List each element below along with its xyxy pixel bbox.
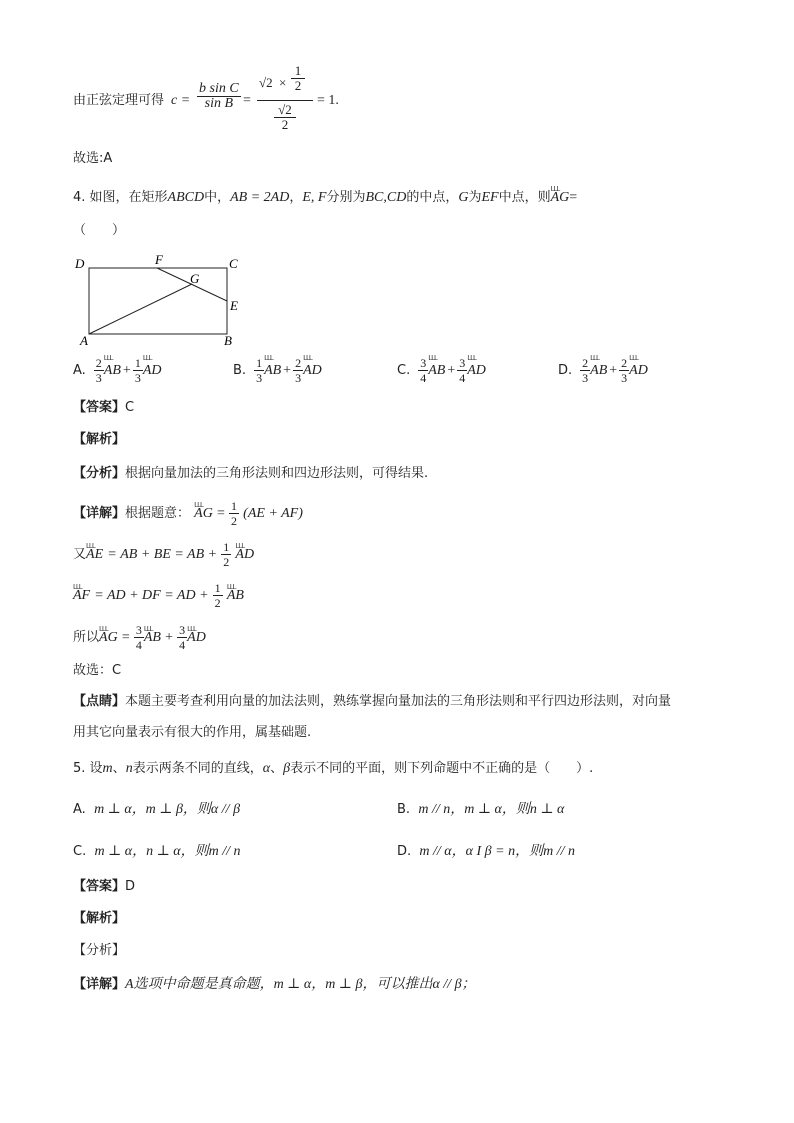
l2-hn: 1: [223, 540, 230, 554]
q5-analysis-tag: 【解析】: [73, 911, 126, 926]
opt-vec-ab: ꓡꓡꓡ AB: [264, 363, 281, 379]
l4-d2: 4: [179, 638, 186, 652]
q4-cond: AB = 2AD: [230, 190, 290, 205]
l1-half-n: 1: [231, 499, 238, 513]
q5-answer-value: D: [125, 879, 136, 894]
opt-n2: 2: [295, 356, 302, 370]
dianjing-tag: 【点睛】: [73, 694, 126, 709]
opt-frac1: [254, 356, 264, 385]
equals-sign: =: [243, 93, 251, 108]
q4-choose: 故选：C: [73, 663, 122, 678]
c-eq: c =: [171, 93, 191, 108]
opt-label: B.: [233, 363, 247, 378]
q5-n: n: [125, 761, 133, 776]
opt-n1: 2: [582, 356, 589, 370]
opt-frac2: [133, 356, 143, 385]
dianjing-text-1: 本题主要考查利用向量的加法法则，熟练掌握向量加法的三角形法则和平行四边形法则，对向量: [125, 694, 672, 709]
frac-den: sin B: [204, 96, 234, 111]
q5-option-a: [73, 801, 240, 819]
q5-opt-a-text: m ⊥ α，m ⊥ β，则α // β: [94, 802, 241, 817]
l1-paren: (AE + AF): [243, 506, 303, 521]
opt-plus: +: [447, 362, 456, 378]
l4-frac1: [134, 623, 144, 652]
q5-opt-c-text: m ⊥ α，n ⊥ α，则m // n: [94, 844, 241, 859]
q5-alpha: α: [262, 761, 271, 776]
opt-label: D.: [558, 363, 573, 378]
xiangjie-tag: 【详解】: [73, 506, 126, 521]
answer-value: C: [125, 400, 135, 415]
opt-d2: 3: [621, 371, 628, 385]
q5-fenxi: 【分析】: [73, 943, 126, 958]
l4-n2: 3: [179, 623, 186, 637]
opt-frac1: [418, 356, 428, 385]
opt-plus: +: [283, 362, 292, 378]
opt-plus: +: [609, 362, 618, 378]
q4-xiangjie: [73, 499, 303, 528]
q4-mid2: 中点，则: [498, 190, 551, 205]
label-F: F: [155, 253, 163, 267]
opt-n2: 2: [621, 356, 628, 370]
segment-ag: [89, 284, 192, 334]
l2-mid: = AB + BE = AB +: [107, 547, 218, 562]
opt-vec-ad: ꓡꓡꓡ AD: [303, 363, 322, 379]
q5-opt-d-label: D.: [397, 844, 412, 859]
q4-paren: （ ）: [73, 223, 126, 238]
opt-vec-ad: ꓡꓡꓡ AD: [629, 363, 648, 379]
l2-half: [221, 540, 231, 569]
l4-eq: =: [121, 630, 130, 645]
vec-ag-4: ꓡꓡꓡ AG: [99, 629, 118, 647]
q4-zhong: 中，: [204, 190, 231, 205]
q4-fenxi: [73, 465, 428, 483]
opt-n1: 2: [95, 356, 102, 370]
label-D: D: [75, 256, 85, 271]
q5-m: m: [102, 761, 113, 776]
sqrt2: √2: [259, 75, 273, 90]
l1-eq: =: [216, 506, 225, 521]
q5-option-b: [397, 801, 564, 819]
q4-answer: [73, 399, 134, 417]
l3-half: [213, 581, 223, 610]
opt-frac1: [580, 356, 590, 385]
q5-opt-d-text: m // α，α I β = n，则m // n: [419, 844, 575, 859]
l1-half-d: 2: [231, 514, 238, 528]
opt-plus: +: [122, 362, 131, 378]
q4-comma: ，: [289, 190, 303, 205]
frac-num: b sin C: [199, 81, 239, 96]
l3-hd: 2: [214, 596, 221, 610]
q4-stem-pre: 4. 如图，在矩形: [73, 190, 168, 205]
result: = 1.: [317, 93, 339, 108]
big-frac-num: [257, 64, 313, 101]
opt-d2: 3: [295, 371, 302, 385]
l4-plus: +: [165, 630, 174, 645]
l3-hn: 1: [214, 581, 221, 595]
vec-ae: ꓡꓡꓡ AE: [86, 546, 103, 564]
q4-eq: =: [569, 190, 578, 205]
opt-frac2: [457, 356, 467, 385]
sqrt2-den: √2: [274, 103, 296, 118]
label-B: B: [224, 333, 232, 348]
q4-option-b: [233, 356, 322, 385]
l1-half: [229, 499, 239, 528]
rect-abcd: ABCD: [167, 190, 205, 205]
l4-n1: 3: [135, 623, 142, 637]
opt-frac2: [293, 356, 303, 385]
q5-answer-tag: 【答案】: [73, 879, 126, 894]
l3-mid: = AD + DF = AD +: [94, 588, 209, 603]
q4-line3: [73, 581, 244, 610]
q5-stem: [73, 760, 593, 778]
opt-frac1: [94, 356, 104, 385]
q4-dianjing-2: 用其它向量表示有很大的作用，属基础题.: [73, 725, 312, 740]
q5-answer: [73, 878, 135, 896]
q4-option-c: [397, 356, 486, 385]
q5-beta: β: [283, 761, 291, 776]
q4-mid: 的中点，: [406, 190, 459, 205]
q4-stem: [73, 189, 577, 207]
opt-label: C.: [397, 363, 411, 378]
q4-option-d: [558, 356, 648, 385]
vec-ad-4: ꓡꓡꓡ AD: [187, 629, 206, 647]
q4-analysis-tag: 【解析】: [73, 432, 126, 447]
q5-xiangjie-tag: 【详解】: [73, 977, 126, 992]
q4-ef2: EF: [481, 190, 499, 205]
vec-ab-3: ꓡꓡꓡ AB: [227, 587, 244, 605]
q5-dun: 、: [112, 761, 126, 776]
label-E: E: [230, 298, 238, 313]
vec-ad-2: ꓡꓡꓡ AD: [235, 546, 254, 564]
opt-vec-ad: ꓡꓡꓡ AD: [467, 363, 486, 379]
q5-opt-c-label: C.: [73, 844, 87, 859]
times: ×: [279, 75, 287, 90]
opt-d1: 4: [420, 371, 427, 385]
q5-xiangjie-text: A选项中命题是真命题，m ⊥ α，m ⊥ β，可以推出α // β；: [125, 977, 476, 992]
opt-d1: 3: [95, 371, 102, 385]
sine-rule-lead: 由正弦定理可得: [73, 93, 165, 108]
opt-frac2: [619, 356, 629, 385]
opt-vec-ab: ꓡꓡꓡ AB: [428, 363, 445, 379]
den-2: 2: [281, 117, 289, 132]
q5-stem3: 表示不同的平面，则下列命题中不正确的是（ ）.: [290, 761, 594, 776]
fraction-bsinC-sinB: [197, 82, 241, 111]
l2-hd: 2: [223, 555, 230, 569]
opt-n1: 1: [256, 356, 263, 370]
q4-line4: [73, 623, 206, 652]
opt-d2: 3: [134, 371, 141, 385]
l4-frac2: [177, 623, 187, 652]
q5-opt-b-label: B.: [397, 802, 411, 817]
half-num: 1: [291, 64, 305, 79]
opt-n1: 3: [420, 356, 427, 370]
q5-stem2: 表示两条不同的直线，: [132, 761, 263, 776]
opt-n2: 1: [134, 356, 141, 370]
fenxi-tag: 【分析】: [73, 466, 126, 481]
suoyi: 所以: [73, 630, 100, 645]
q4-split: 分别为: [326, 190, 366, 205]
label-G: G: [190, 271, 200, 286]
big-frac-den: [257, 103, 313, 139]
opt-vec-ab: ꓡꓡꓡ AB: [590, 363, 607, 379]
vec-ab-4: ꓡꓡꓡ AB: [144, 629, 161, 647]
q5-opt-a-label: A.: [73, 802, 86, 817]
opt-n2: 3: [459, 356, 466, 370]
opt-vec-ad: ꓡꓡꓡ AD: [143, 363, 162, 379]
q4-ef: E, F: [302, 190, 327, 205]
q4-wei: 为: [468, 190, 482, 205]
q5-option-d: [397, 843, 575, 861]
you: 又: [73, 547, 87, 562]
q4-bccd: BC,CD: [365, 190, 407, 205]
q5-dun2: 、: [270, 761, 284, 776]
label-C: C: [229, 256, 238, 271]
q5-opt-b-text: m // n，m ⊥ α，则n ⊥ α: [418, 802, 565, 817]
opt-d2: 4: [459, 371, 466, 385]
half-den: 2: [294, 78, 302, 93]
xiangjie-text: 根据题意：: [125, 506, 191, 521]
vec-ag-1: ꓡꓡꓡ AG: [194, 505, 213, 523]
opt-label: A.: [73, 363, 86, 378]
q5-xiangjie: [73, 976, 476, 994]
choose-a: 故选:A: [73, 151, 113, 166]
q5-option-c: [73, 843, 241, 861]
label-A: A: [80, 333, 88, 348]
q4-g: G: [458, 190, 469, 205]
fenxi-text: 根据向量加法的三角形法则和四边形法则，可得结果.: [125, 466, 429, 481]
q4-option-a: [73, 356, 161, 385]
q5-stem-pre: 5. 设: [73, 761, 103, 776]
opt-vec-ab: ꓡꓡꓡ AB: [104, 363, 121, 379]
l4-d1: 4: [135, 638, 142, 652]
q4-dianjing-1: [73, 693, 671, 711]
answer-tag: 【答案】: [73, 400, 126, 415]
rectangle-figure: [72, 253, 272, 348]
q4-line2: [73, 540, 254, 569]
vec-ag: ꓡꓡꓡ AG: [551, 189, 570, 207]
opt-d1: 3: [582, 371, 589, 385]
big-fraction: [257, 64, 313, 139]
opt-d1: 3: [256, 371, 263, 385]
vec-af: ꓡꓡꓡ AF: [73, 587, 90, 605]
